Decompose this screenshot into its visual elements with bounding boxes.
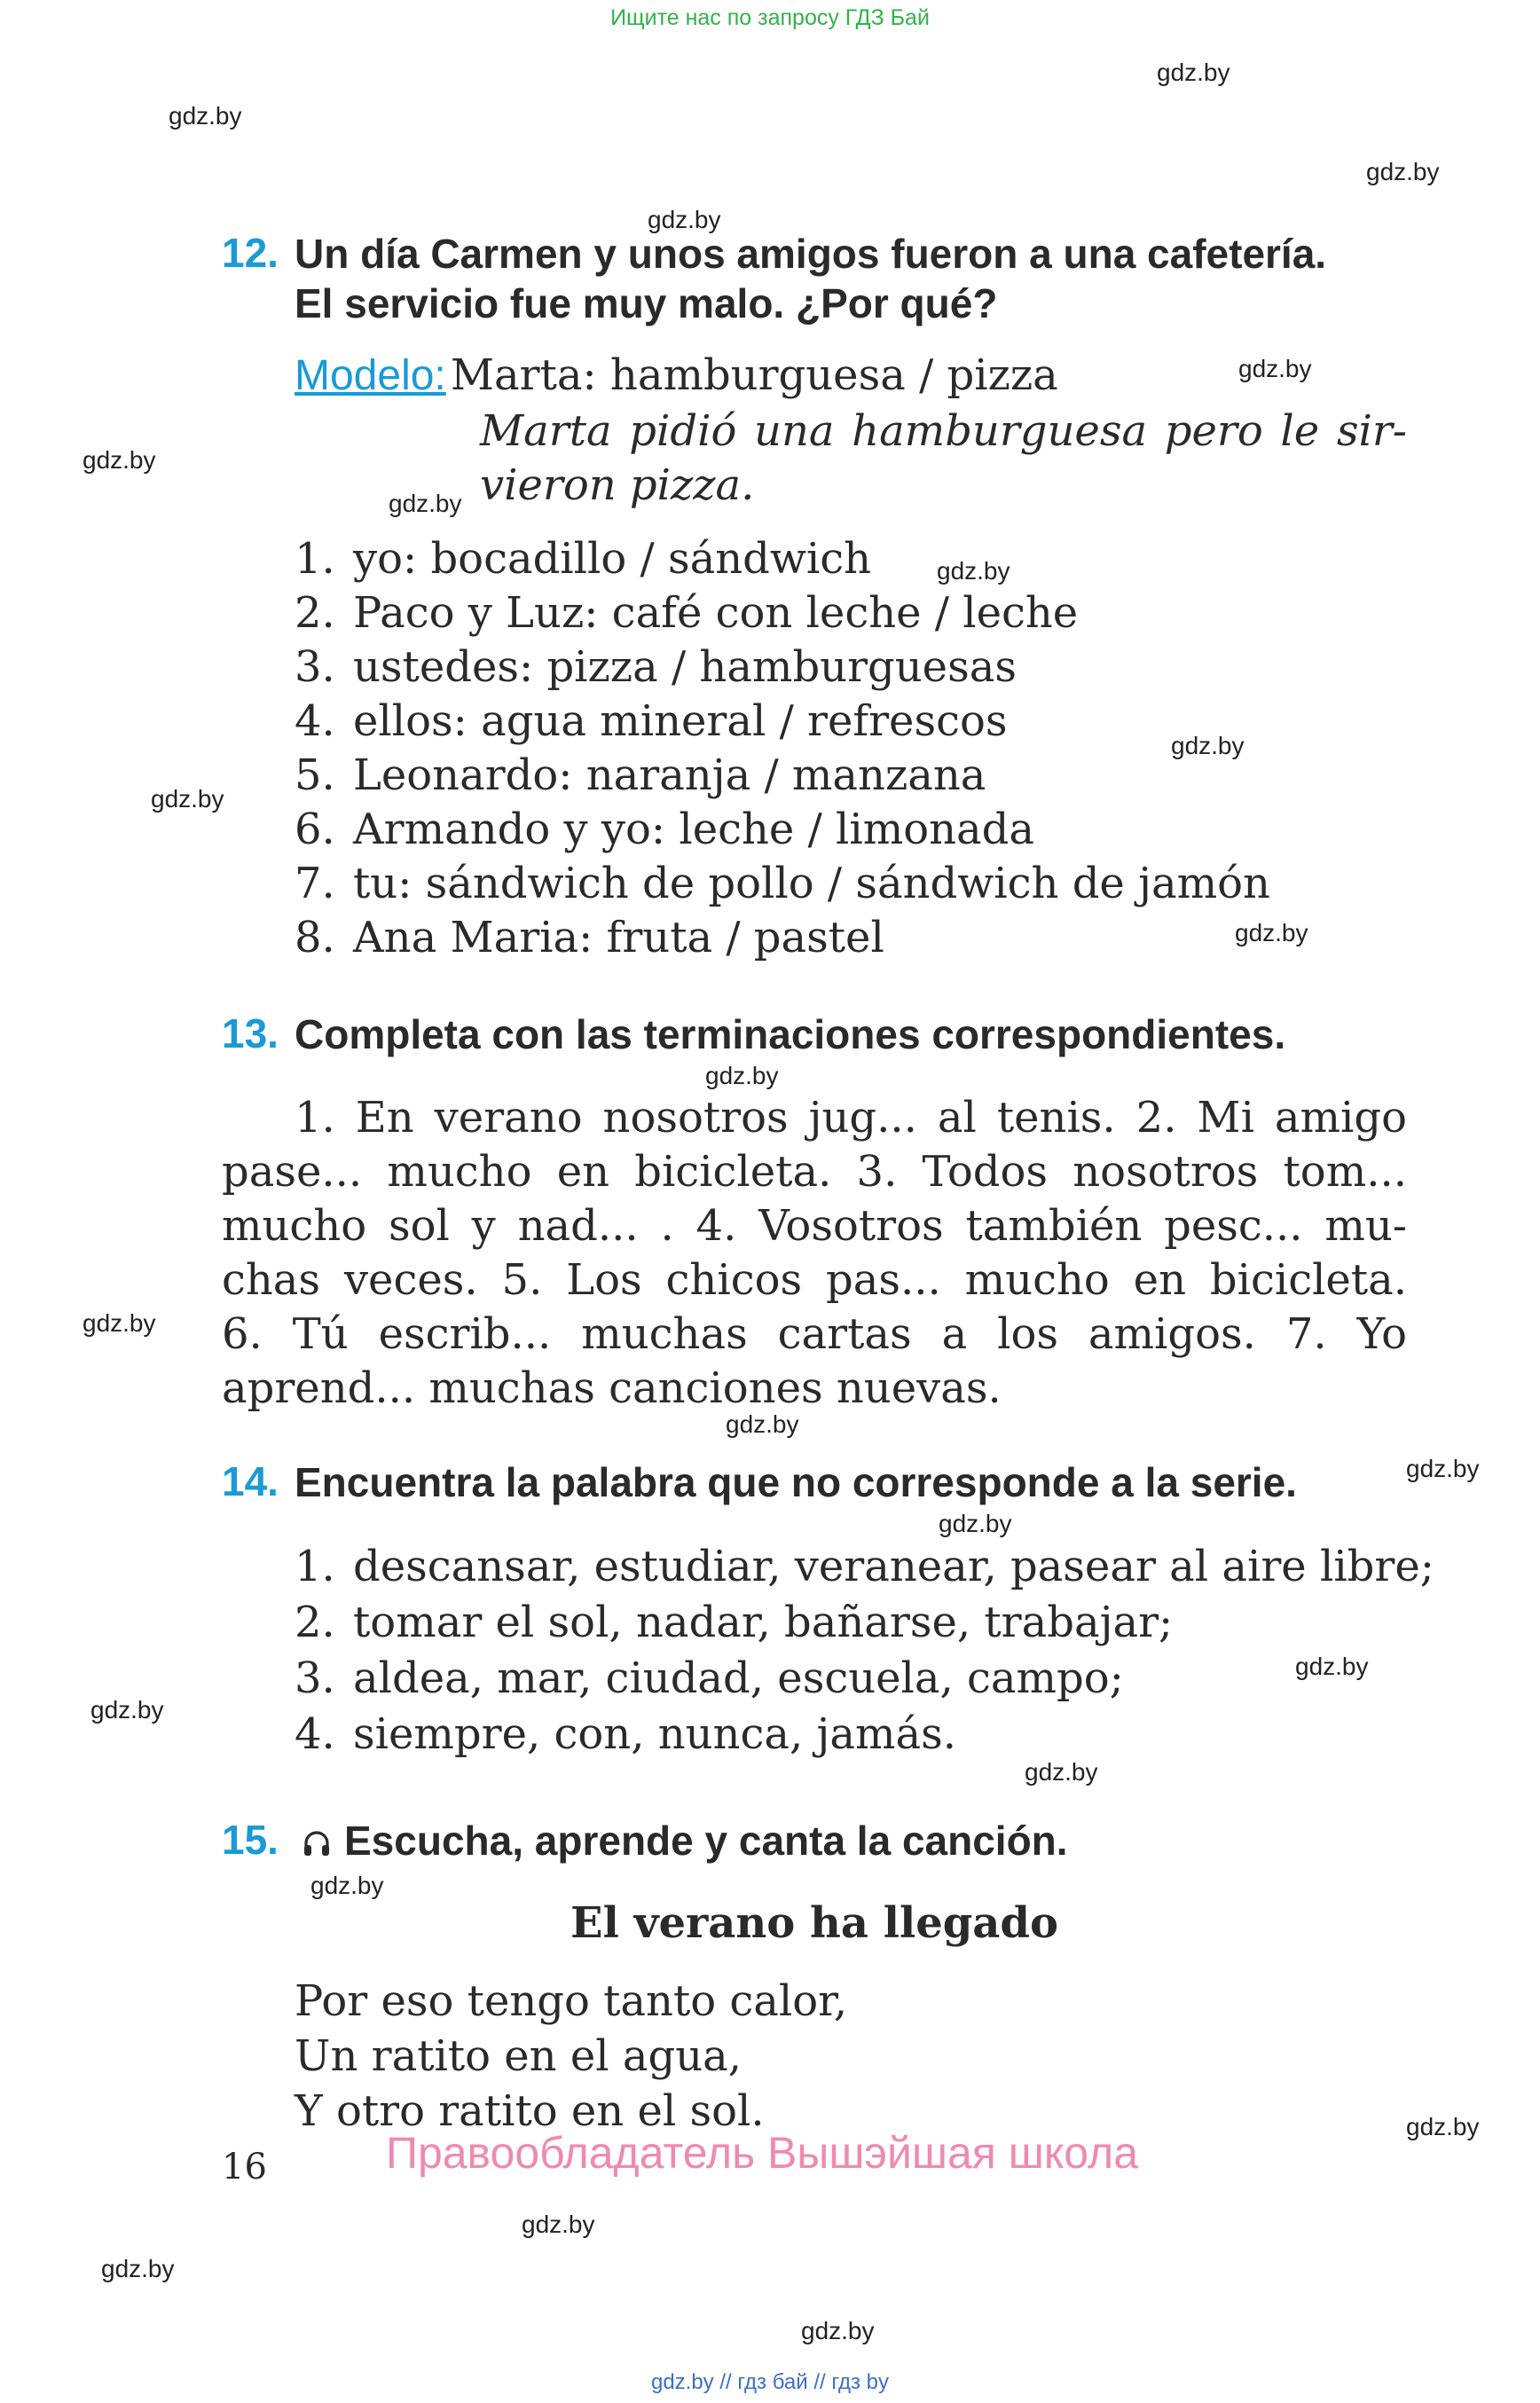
exercise-12-list [295,532,1270,965]
watermark: gdz.by [939,1510,1012,1537]
top-banner: Ищите нас по запросу ГДЗ Бай [610,5,930,30]
list-item: 6. Armando y yo: leche / limonada [295,805,1034,854]
modelo-label: Modelo: [295,352,446,399]
exercise-14-title: Encuentra la palabra que no corresponde a la serie. [295,1459,1297,1505]
exercise-13-title: Completa con las terminaciones correspondientes. [295,1011,1286,1057]
list-item: 2. tomar el sol, nadar, bañarse, trabajar; [295,1598,1174,1647]
watermark: gdz.by [389,490,462,517]
watermark: gdz.by [151,785,224,813]
watermark: gdz.by [101,2255,175,2282]
watermark: gdz.by [82,446,156,474]
watermark: gdz.by [1157,59,1230,86]
exercise-14-number: 14. [222,1458,279,1504]
list-item: 4. ellos: agua mineral / refrescos [295,696,1008,746]
watermark: gdz.by [705,1062,779,1089]
headphones-icon [302,1819,332,1869]
list-item: 5. Leonardo: naranja / manzana [295,750,986,800]
watermark: gdz.by [1406,2113,1480,2140]
watermark: gdz.by [1238,355,1312,382]
exercise-14-list [295,1539,1434,1763]
exercise-15-title-row [302,1816,1068,1869]
exercise-13-number: 13. [222,1010,279,1056]
watermark: gdz.by [726,1410,799,1438]
exercise-12-title-line1: Un día Carmen y unos amigos fueron a una cafetería. [295,231,1327,277]
paragraph-line: mucho sol y nad... . 4. Vosotros también pesc... mu- [222,1201,1407,1251]
list-item: 1. yo: bocadillo / sándwich [295,534,872,584]
list-item: 1. descansar, estudiar, veranear, pasear al aire libre; [295,1542,1434,1591]
modelo-answer-line2: vieron pizza. [480,460,755,510]
watermark: gdz.by [90,1696,164,1724]
song-title: El verano ha llegado [570,1898,1058,1948]
footer-links[interactable]: gdz.by // гдз бай // гдз by [650,2370,890,2394]
paragraph-line: chas veces. 5. Los chicos pas... mucho en bicicleta. [222,1255,1407,1305]
lyric-line: Un ratito en el agua, [295,2031,742,2081]
exercise-12-title-line2: El servicio fue muy malo. ¿Por qué? [295,280,998,326]
watermark: gdz.by [522,2211,595,2238]
paragraph-line: pase... mucho en bicicleta. 3. Todos nosotros tom... [222,1147,1407,1197]
exercise-12-number: 12. [222,230,279,276]
exercise-13-paragraph [222,1091,1407,1416]
watermark: gdz.by [648,206,721,233]
modelo-row [295,350,1058,400]
paragraph-line: aprend... muchas canciones nuevas. [222,1363,1002,1413]
modelo-answer [480,406,1407,514]
list-item: 3. ustedes: pizza / hamburguesas [295,642,1017,692]
list-item: 4. siempre, con, nunca, jamás. [295,1709,956,1759]
modelo-answer-line1: Marta pidió una hamburguesa pero le sir- [480,406,1407,456]
lyric-line: Y otro ratito en el sol. [295,2086,765,2136]
watermark: gdz.by [1295,1653,1369,1680]
watermark: gdz.by [82,1309,156,1337]
modelo-prompt: Marta: hamburguesa / pizza [450,350,1058,400]
paragraph-line: 1. En verano nosotros jug... al tenis. 2. Mi amigo [295,1093,1407,1143]
watermark: gdz.by [801,2317,875,2344]
list-item: 3. aldea, mar, ciudad, escuela, campo; [295,1653,1124,1703]
list-item: 7. tu: sándwich de pollo / sándwich de jamón [295,859,1270,908]
exercise-15-number: 15. [222,1817,279,1863]
lyric-line: Por eso tengo tanto calor, [295,1976,848,2026]
exercise-15-title: Escucha, aprende y canta la canción. [344,1818,1068,1864]
watermark: gdz.by [1171,732,1245,759]
watermark: gdz.by [310,1872,384,1899]
watermark: gdz.by [1025,1758,1098,1786]
watermark: gdz.by [169,102,242,130]
page-number: 16 [222,2147,267,2187]
watermark: gdz.by [1366,158,1440,185]
watermark: gdz.by [1235,919,1308,946]
song-lyrics [295,1974,847,2139]
exercise-12-title [295,229,1326,328]
rights-holder: Правообладатель Вышэйшая школа [386,2128,1138,2178]
list-item: 8. Ana Maria: fruta / pastel [295,913,884,962]
list-item: 2. Paco y Luz: café con leche / leche [295,588,1079,638]
watermark: gdz.by [937,557,1010,585]
paragraph-line: 6. Tú escrib... muchas cartas a los amigos. 7. Yo [222,1309,1407,1359]
watermark: gdz.by [1406,1455,1480,1482]
